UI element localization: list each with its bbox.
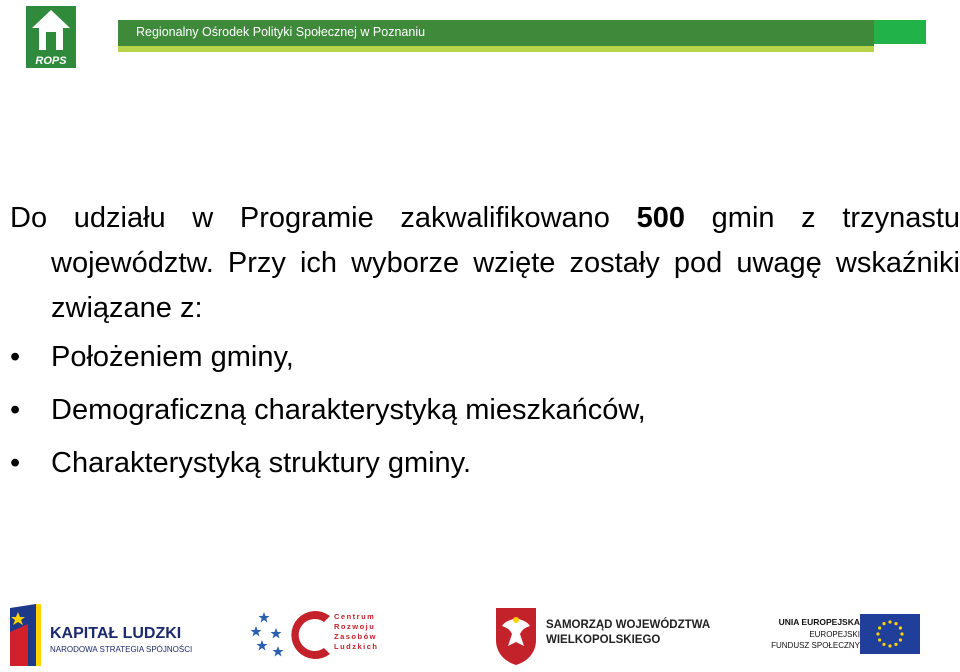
- header-accent-block: [874, 20, 926, 44]
- eu-flag-icon: [860, 614, 920, 654]
- ue-line: EUROPEJSKI: [809, 630, 860, 639]
- wielkopolska-coat-of-arms-icon: [494, 606, 538, 666]
- intro-text-start: Do udziału w Programie zakwalifikowano: [10, 202, 637, 234]
- intro-paragraph: [10, 196, 960, 331]
- bullet-icon: •: [10, 447, 21, 479]
- samorzad-line: SAMORZĄD WOJEWÓDZTWA: [546, 619, 711, 631]
- crzl-emblem-icon: [250, 606, 332, 662]
- slide-content: [10, 196, 960, 490]
- intro-text-end: gmin z trzynastu województw. Przy ich wyborze wzięte zostały pod uwagę wskaźniki związane z:: [51, 202, 960, 324]
- rops-logo-text: ROPS: [35, 55, 67, 67]
- bullet-icon: •: [10, 341, 21, 373]
- crzl-line: Ludzkich: [334, 642, 379, 651]
- crzl-line: Centrum: [334, 612, 376, 621]
- crzl-line: Rozwoju: [334, 622, 376, 631]
- list-item: [10, 384, 960, 437]
- bullet-icon: •: [10, 394, 21, 426]
- kapital-ludzki-title: KAPITAŁ LUDZKI: [50, 625, 182, 642]
- list-item-text: Położeniem gminy,: [51, 341, 294, 373]
- ue-line: UNIA EUROPEJSKA: [778, 617, 860, 627]
- crzl-text: [334, 612, 379, 652]
- crzl-line: Zasobów: [334, 632, 378, 641]
- samorzad-line: WIELKOPOLSKIEGO: [546, 634, 661, 646]
- list-item: [10, 331, 960, 384]
- intro-count: 500: [636, 202, 685, 234]
- samorzad-text: [546, 618, 710, 648]
- header-bar-underline: [118, 46, 874, 52]
- kapital-ludzki-subtitle: NARODOWA STRATEGIA SPÓJNOŚCI: [50, 645, 193, 654]
- indicator-list: [10, 331, 960, 490]
- ue-line: FUNDUSZ SPOŁECZNY: [771, 641, 860, 650]
- kapital-ludzki-emblem-icon: [6, 602, 46, 668]
- list-item-text: Demograficzną charakterystyką mieszkańców,: [51, 394, 646, 426]
- list-item: [10, 437, 960, 490]
- list-item-text: Charakterystyką struktury gminy.: [51, 447, 472, 479]
- header-title: Regionalny Ośrodek Polityki Społecznej w Poznaniu: [136, 25, 426, 39]
- rops-logo: [26, 6, 76, 68]
